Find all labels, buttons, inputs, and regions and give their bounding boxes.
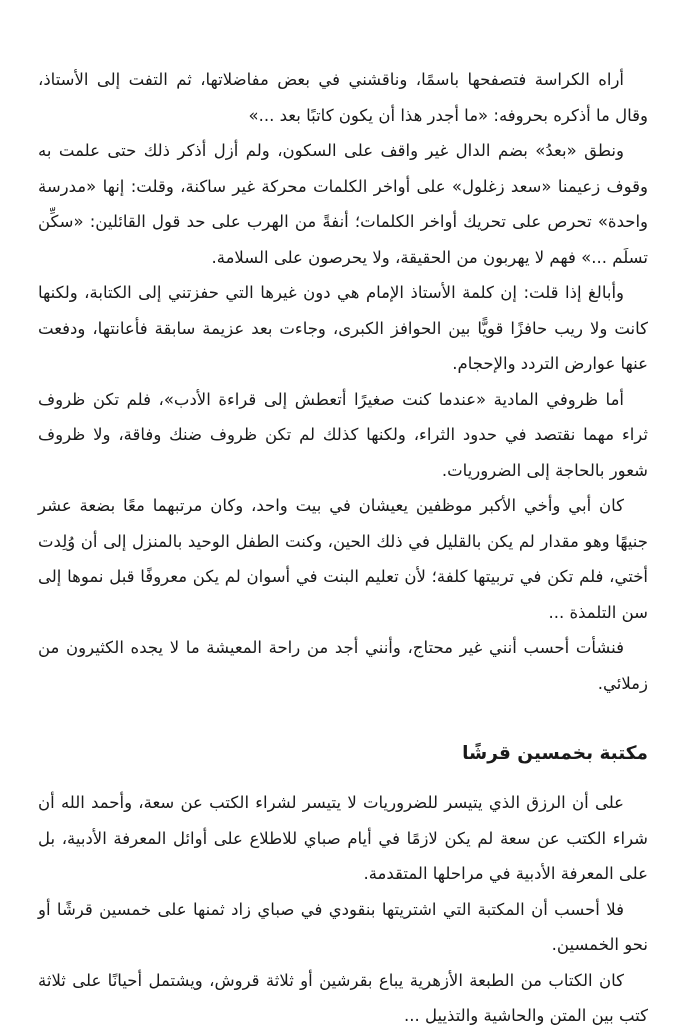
paragraph: ونطق «بعدُ» بضم الدال غير واقف على السكون، ولم أزل أذكر ذلك حتى علمت به وقوف زعيمنا «سعد زغلول» على أواخر الكلمات محركة غير ساكنة، وقلت: إنها «مدرسة واحدة» تحرص على تحريك أواخر الكلمات؛ أنفةً من الهرب على حد قول القائلين: «سكِّن تسلَم ...» فهم لا يهربون من الحقيقة، ولا يحرصون على السلامة.: [38, 141, 648, 267]
paragraph: أما ظروفي المادية «عندما كنت صغيرًا أتعطش إلى قراءة الأدب»، فلم تكن ظروف ثراء مهما نقتصد في حدود الثراء، ولكنها كذلك لم تكن ظروف ضنك وفاقة، ولا ظروف شعور بالحاجة إلى الضروريات.: [38, 389, 648, 480]
paragraph: فلا أحسب أن المكتبة التي اشتريتها بنقودي في صباي زاد ثمنها على خمسين قرشًا أو نحو الخمسين.: [38, 899, 648, 954]
book-page: [38, 62, 648, 1034]
paragraph: وأبالغ إذا قلت: إن كلمة الأستاذ الإمام هي دون غيرها التي حفزتني إلى الكتابة، ولكنها كانت ولا ريب حافزًا قويًّا بين الحوافز الكبرى، وجاءت بعد عزيمة سابقة فأعانتها، ودفعت عنها عوارض التردد والإحجام.: [38, 283, 648, 373]
section-heading: مكتبة بخمسين قرشًا: [462, 743, 648, 764]
paragraph: على أن الرزق الذي يتيسر للضروريات لا يتيسر لشراء الكتب عن سعة، وأحمد الله أن شراء الكتب عن سعة لم يكن لازمًا في أيام صباي للاطلاع على أوائل المعرفة الأدبية، بل على المعرفة الأدبية في مراحلها المتقدمة.: [38, 793, 648, 883]
section-library: [38, 739, 648, 1034]
section-intro: [38, 62, 648, 701]
paragraph: كان الكتاب من الطبعة الأزهرية يباع بقرشين أو ثلاثة قروش، ويشتمل أحيانًا على ثلاثة كتب بين المتن والحاشية والتذييل ...: [38, 970, 648, 1025]
paragraph: أراه الكراسة فتصفحها باسمًا، وناقشني في بعض مفاضلاتها، ثم التفت إلى الأستاذ، وقال ما أذكره بحروفه: «ما أجدر هذا أن يكون كاتبًا بعد ...»: [38, 70, 648, 125]
paragraph: فنشأت أحسب أنني غير محتاج، وأنني أجد من راحة المعيشة ما لا يجده الكثيرون من زملائي.: [38, 638, 648, 693]
paragraph: كان أبي وأخي الأكبر موظفين يعيشان في بيت واحد، وكان مرتبهما معًا بضعة عشر جنيهًا وهو مقدار لم يكن بالقليل في ذلك الحين، وكنت الطفل الوحيد بالمنزل إلى أن وُلِدت أختي، فلم تكن في تربيتها كلفة؛ لأن تعليم البنت في أسوان لم يكن معروفًا قبل نموها إلى سن التلمذة ...: [38, 496, 648, 622]
